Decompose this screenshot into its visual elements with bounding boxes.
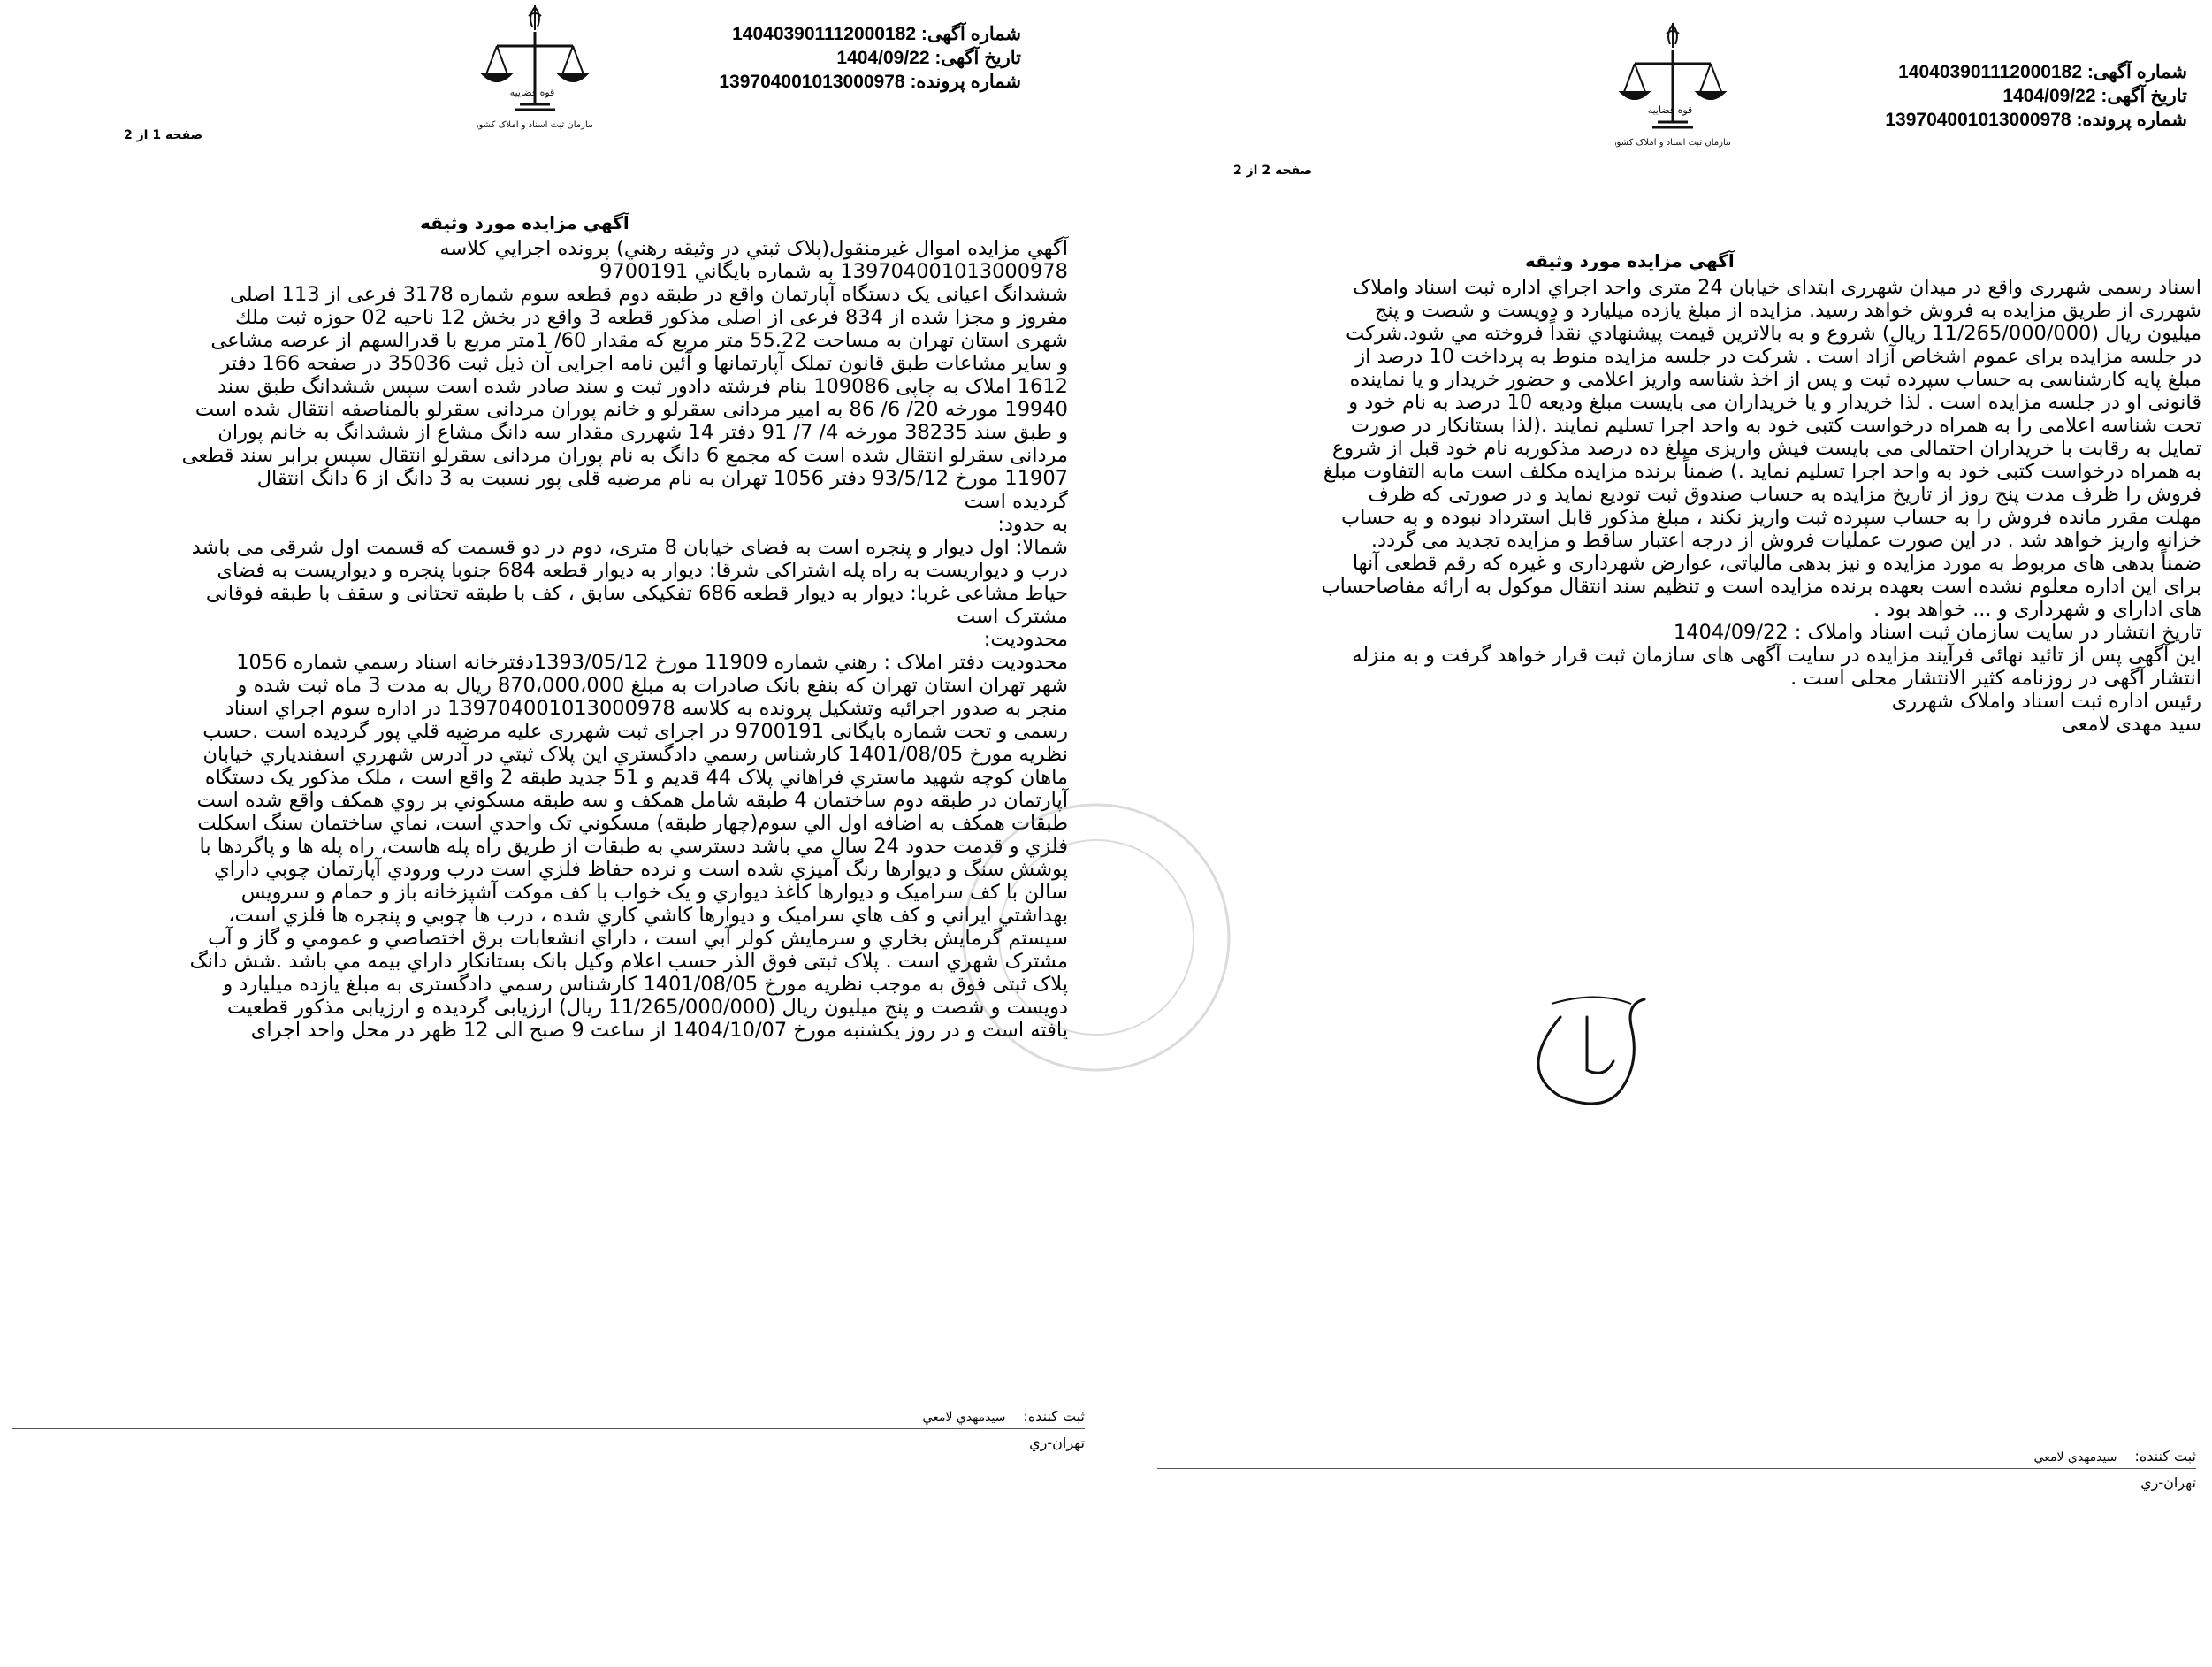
page-number: صفحه 1 از 2: [124, 128, 203, 142]
body-text-line: رئیس اداره ثبت اسناد واملاک شهرری: [1891, 690, 2201, 713]
body-text-line: برای این اداره معلوم نشده است بعهده برنده مزایده است و تنظیم سند انتقال موکول به ارائه مفاصاحساب: [1321, 575, 2201, 598]
office-city: تهران-ري: [2140, 1474, 2196, 1491]
body-text-line: به همراه درخواست کتبی خود به واحد اجرا تسلیم نماید .) ضمناً برنده مزایده مکلف است مابه التفاوت مبلغ: [1323, 460, 2201, 483]
body-text-line: آگهي مزايده اموال غيرمنقول(پلاک ثبتي در وثيقه رهني) پرونده اجرايي کلاسه: [439, 237, 1068, 260]
body-text-line: رسمی و تحت شماره بايگانی 9700191 در اجرای ثبت شهرری عليه مرضيه قلي پور گرديده است .حسب: [202, 720, 1068, 743]
body-text-line: ششدانگ اعیانی یک دستگاه آپارتمان واقع در طبقه دوم قطعه سوم شماره 3178 فرعی از 113 اصلی: [229, 283, 1068, 306]
handwritten-signature: [1525, 982, 1675, 1114]
body-text-line: درب و دیواریست به راه پله اشتراکی شرقا: دیوار به دیوار قطعه 684 جنوبا پنجره و دیواریست به فضای: [217, 559, 1068, 582]
page-title: آگهي مزايده مورد وثيقه: [420, 212, 629, 233]
body-text-line: محدودیت دفتر املاک : رهني شماره 11909 مورخ 1393/05/12دفترخانه اسناد رسمي شماره 1056: [236, 651, 1068, 674]
body-text-line: شهری استان تهران به مساحت 55.22 متر مربع که مقدار 60/ 1متر مربع با قدرالسهم از عرصه مشاعی: [210, 329, 1068, 352]
announcement-number-row: شماره آگهی: 140403901112000182: [732, 24, 1021, 44]
judiciary-emblem: [1615, 18, 1730, 150]
body-text-line: ماهان کوچه شهيد ماستري فراهاني پلاک 44 قديم و 51 جديد طبقه 2 واقع است ، ملک مذکور يک دستگاه: [204, 766, 1068, 789]
body-text-line: شمالا: اول دیوار و پنجره است به فضای خیابان 8 متری، دوم در دو قسمت که قسمت اول شرقی می باشد: [191, 536, 1068, 559]
body-text-line: منجر به صدور اجرائيه وتشکيل پرونده به کلاسه 139704001013000978 در اداره سوم اجراي اسناد: [225, 697, 1068, 720]
page-title: آگهي مزايده مورد وثيقه: [1525, 250, 1735, 271]
svg-text:سازمان ثبت اسناد و املاک کشور: سازمان ثبت اسناد و املاک کشور: [1615, 138, 1730, 148]
registrar-name: سيدمهدي لامعي: [2033, 1450, 2117, 1464]
body-text-line: به حدود:: [997, 513, 1068, 536]
footer-divider: [12, 1428, 1085, 1429]
announcement-date-row: تاریخ آگهی: 1404/09/22: [836, 48, 1021, 68]
announcement-number-row: شماره آگهی: 140403901112000182: [1898, 62, 2187, 82]
announcement-date: 1404/09/22: [836, 48, 930, 68]
body-text-line: تاریخ انتشار در سایت سازمان ثبت اسناد واملاک : 1404/09/22: [1673, 621, 2201, 644]
case-number: 139704001013000978: [719, 72, 905, 92]
body-text-line: سید مهدی لامعی: [2061, 713, 2201, 736]
case-number: 139704001013000978: [1885, 110, 2071, 130]
svg-text:قوه قضاییه: قوه قضاییه: [1647, 104, 1693, 116]
body-text-line: شهر تهران استان تهران که بنفع بانک صادرات به مبلغ 870،000،000 ريال به مدت 3 ماه ثبت شده و: [237, 674, 1068, 697]
body-text-line: تحت شناسه اعلامی را به همراه درخواست کتبی خود به واحد اجرا تسلیم نمایند .(لذا بستانکار در صورت: [1350, 414, 2201, 437]
body-text-line: دويست و شصت و پنج ميليون ريال (11/265/000/000 ريال) ارزيابی گرديده و ارزيابی مذکور قطعيت: [227, 996, 1068, 1019]
page-number: صفحه 2 از 2: [1233, 164, 1313, 178]
svg-text:سازمان ثبت اسناد و املاک کشور: سازمان ثبت اسناد و املاک کشور: [477, 120, 592, 130]
body-text-line: سالن با کف سراميک و ديوارها کاغذ ديواري و يک خواب با کف موکت آشپزخانه باز و حمام و سرويس: [240, 881, 1068, 904]
announcement-number: 140403901112000182: [732, 24, 917, 44]
announcement-meta: [1885, 60, 2187, 132]
registrar-footer: [1157, 1448, 2196, 1491]
body-text-line: بهداشتي ايراني و کف هاي سراميک و ديوارها کاشي کاري شده ، درب ها چوبي و پنجره ها فلزي است،: [228, 904, 1068, 927]
body-text-line: سيستم گرمايش بخاري و سرمايش کولر آبي است ، داراي انشعابات برق اختصاصي و عمومي و گاز و آب: [208, 927, 1068, 950]
registrar-row: [12, 1408, 1085, 1425]
announcement-meta: [719, 22, 1021, 94]
body-text-line: حیاط مشاعی غربا: دیوار به دیوار قطعه 686 تفکیکی سابق ، کف با طبقه تحتانی و سقف با طبقه فوقانی: [205, 582, 1068, 605]
footer-divider: [1157, 1468, 2196, 1469]
body-text-line: طبقات همکف به اضافه اول الي سوم(چهار طبقه) مسکوني تک واحدي است، نماي ساختمان سنگ اسکلت: [197, 812, 1068, 835]
announcement-date: 1404/09/22: [2002, 86, 2096, 106]
body-text-line: آپارتمان در طبقه دوم ساختمان 4 طبقه شامل همکف و سه طبقه مسکوني بر روي همکف واقع شده است: [196, 789, 1068, 812]
body-text-line: اسناد رسمی شهرری واقع در میدان شهرری ابتدای خیابان 24 متری واحد اجراي اداره ثبت اسناد واملاک: [1353, 276, 2201, 299]
office-city: تهران-ري: [1029, 1434, 1085, 1451]
body-text-line: مبلغ پایه کارشناسی به حساب سپرده ثبت و پس از اخذ شناسه واریز اعلامی و حضور خریدار و یا نماینده: [1349, 368, 2201, 391]
body-text-line: انتشار آگهی در روزنامه کثیر الانتشار محلی است .: [1790, 667, 2201, 690]
body-text-line: محدودیت:: [983, 628, 1068, 651]
body-text-line: 19940 مورخه 20/ 6/ 86 به امیر مردانی سقرلو و خانم پوران مردانی سقرلو بالمناصفه انتقال شده است: [195, 398, 1068, 421]
announcement-body: [1137, 276, 2201, 736]
registrar-label: ثبت کننده:: [2134, 1448, 2196, 1464]
body-text-line: در جلسه مزایده برای عموم اشخاص آزاد است . شرکت در جلسه مزایده منوط به پرداخت 10 درصد از: [1355, 345, 2201, 368]
body-text-line: 11907 مورخ 93/5/12 دفتر 1056 تهران به نام مرضیه قلی پور نسبت به 3 دانگ از 6 دانگ انتقال: [256, 467, 1068, 490]
body-text-line: مهلت مقرر مانده فروش را به حساب سپرده ثبت واریز نکند ، مبلغ مذکور قابل استرداد نبوده و به حساب: [1340, 506, 2201, 529]
judiciary-emblem: [477, 0, 592, 133]
page-2: [1114, 0, 2212, 1667]
scales-of-justice-logo: [1615, 18, 1730, 150]
body-text-line: 139704001013000978 به شماره بايگاني 9700191: [599, 260, 1068, 283]
body-text-line: میلیون ریال (11/265/000/000 ریال) شروع و به بالاترين قيمت پيشنهادي نقداً فروخته مي شود.شرکت: [1346, 322, 2201, 345]
announcement-body: [7, 237, 1068, 1042]
body-text-line: های ادارای و شهرداری و ... خواهد بود .: [1873, 598, 2201, 621]
body-text-line: گردیده است: [964, 490, 1068, 513]
body-text-line: فروش را ظرف مدت پنج روز از تاریخ مزایده به حساب صندوق ثبت تودیع نماید و در صورتی که ظرف: [1368, 483, 2201, 506]
body-text-line: پلاک ثبتی فوق به موجب نظريه مورخ 1401/08/05 کارشناس رسمي دادگستری به مبلغ يازده ميليارد و: [223, 973, 1068, 996]
registrar-footer: [12, 1408, 1085, 1451]
body-text-line: مردانی سقرلو انتقال شده است که مجمع 6 دانگ به نام پوران مردانی سقرلو انتقال سپس برابر سند قطعی: [181, 444, 1068, 467]
body-text-line: و سایر مشاعات طبق قانون تملک آپارتمانها و آئین نامه اجرایی آن ذیل ثبت 35036 در صفحه 166 دفتر: [220, 352, 1068, 375]
body-text-line: این آگهی پس از تائید نهائی فرآیند مزایده در سایت آگهی های سازمان ثبت قرار خواهد گرفت و به منزله: [1352, 644, 2201, 667]
body-text-line: يافته است و در روز يکشنبه مورخ 1404/10/07 از ساعت 9 صبح الی 12 ظهر در محل واحد اجرای: [250, 1019, 1068, 1042]
body-text-line: تمایل به رقابت با خریداران احتمالی می بایست فیش واریزی مبلغ ده درصد مذکوربه نام خود قبل از شروع: [1331, 437, 2201, 460]
body-text-line: 1612 املاک به چاپی 109086 بنام فرشته دادور ثبت و سند صادر شده است سپس ششدانگ طبق سند: [217, 375, 1068, 398]
registrar-row: [1157, 1448, 2196, 1464]
body-text-line: فلزي و قدمت حدود 24 سال مي باشد دسترسي به طبقات از طريق راه پله هاست، راه پله ها و پاگردها با: [199, 835, 1068, 858]
body-text-line: خزانه واریز خواهد شد . در این صورت عملیات فروش از درجه اعتبار ساقط و مزایده تجدید می گردد.: [1370, 529, 2201, 552]
body-text-line: نظريه مورخ 1401/08/05 کارشناس رسمي دادگستري اين پلاک ثبتي در آدرس شهرري اسفندياري خيابان: [202, 743, 1068, 766]
svg-text:قوه قضاییه: قوه قضاییه: [509, 87, 555, 98]
body-text-line: و طبق سند 38235 مورخه 4/ 7/ 91 دفتر 14 شهرری مقدار سه دانگ مشاع از ششدانگ به خانم پوران: [217, 421, 1068, 444]
announcement-date-row: تاریخ آگهی: 1404/09/22: [2002, 86, 2187, 106]
case-number-row: شماره پرونده: 139704001013000978: [1885, 110, 2187, 130]
body-text-line: مفروز و مجزا شده از 834 فرعی از اصلی مذکور قطعه 3 واقع در بخش 12 ناحیه 02 حوزه ثبت ملك: [235, 306, 1068, 329]
body-text-line: مشترک است: [957, 605, 1068, 628]
body-text-line: شهرری از طریق مزایده به فروش خواهد رسید. مزایده از مبلغ یازده میلیارد و دویست و شصت و پنج: [1374, 299, 2201, 322]
announcement-number: 140403901112000182: [1898, 62, 2083, 82]
body-text-line: مشترک شهري است . پلاک ثبتی فوق الذر حسب اعلام وکيل بانک بستانکار داراي بيمه مي باشد .شش دانگ: [189, 950, 1068, 973]
body-text-line: پوشش سنگ و ديوارها رنگ آميزي شده است و نرده حفاظ فلزي است درب ورودي آپارتمان چوبي داراي: [214, 858, 1068, 881]
body-text-line: قانونی او در جلسه مزایده است . لذا خریدار و یا خریداران می بایست مبلغ ودیعه 10 درصد به نام خود و: [1348, 391, 2201, 414]
registrar-name: سيدمهدي لامعي: [922, 1411, 1006, 1425]
registrar-label: ثبت کننده:: [1023, 1408, 1085, 1425]
case-number-row: شماره پرونده: 139704001013000978: [719, 72, 1021, 92]
scales-of-justice-logo: [477, 0, 592, 133]
body-text-line: ضمناً بدهی های مربوط به مورد مزایده و نیز بدهی مالیاتی، عوارض شهرداری و غیره که رقم قطعی آنها: [1352, 552, 2201, 575]
page-1: [0, 0, 1101, 1667]
